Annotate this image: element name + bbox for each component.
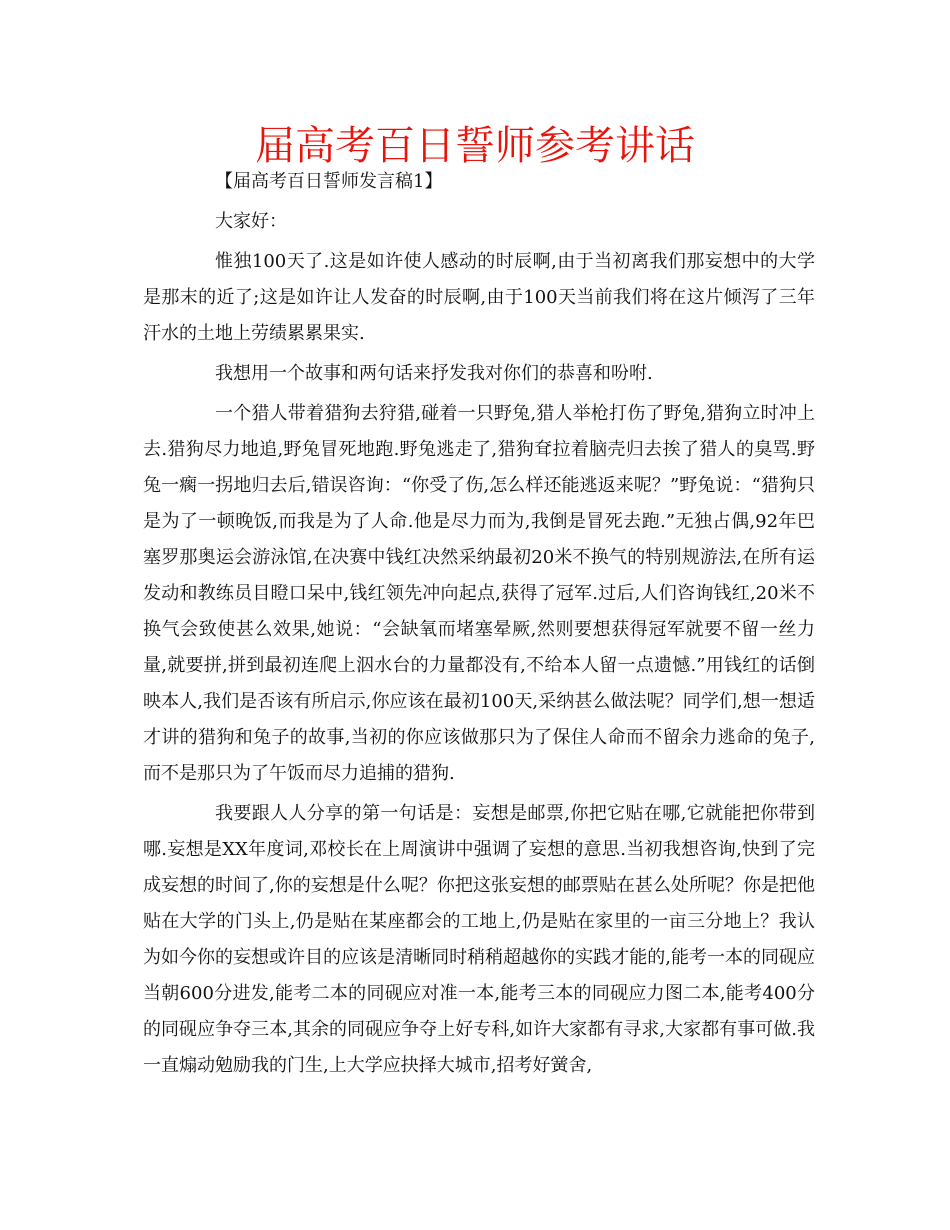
document-title: 届高考百日誓师参考讲话 bbox=[255, 123, 695, 169]
greeting-line: 大家好： bbox=[215, 211, 287, 232]
body-paragraph: 一个猎人带着猎狗去狩猎,碰着一只野兔,猎人举枪打伤了野兔,猎狗立时冲上去.猎狗尽力地追,野兔冒死地跑.野兔逃走了,猎狗耷拉着脑壳归去挨了猎人的臭骂.野兔一瘸一拐地归去后,错误咨询：“你受了伤,怎么样还能逃返来呢？”野兔说：“猎狗只是为了一顿晚饭,而我是为了人命.他是尽力而为,我倒是冒死去跑.”无独占偶,92年巴塞罗那奥运会游泳馆,在决赛中钱红决然采纳最初20米不换气的特别规游法,在所有运发动和教练员目瞪口呆中,钱红领先冲向起点,获得了冠军.过后,人们咨询钱红,20米不换气会致使甚么效果,她说：“会缺氧而堵塞晕厥,然则要想获得冠军就要不留一丝力量,就要拼,拼到最初连爬上泅水台的力量都没有,不给本人留一点遗憾.”用钱红的话倒映本人,我们是否该有所启示,你应该在最初100天,采纳甚么做法呢？同学们,想一想适才讲的猎狗和兔子的故事,当初的你应该做那只为了保住人命而不留余力逃命的兔子,而不是那只为了午饭而尽力追捕的猎狗. bbox=[143, 403, 815, 784]
body-paragraph: 惟独100天了.这是如许使人感动的时辰啊,由于当初离我们那妄想中的大学是那末的近了;这是如许让人发奋的时辰啊,由于100天当前我们将在这片倾泻了三年汗水的土地上劳绩累累果实. bbox=[143, 251, 815, 344]
body-paragraph: 我想用一个故事和两句话来抒发我对你们的恭喜和吩咐. bbox=[215, 363, 653, 384]
document-body bbox=[143, 164, 815, 1088]
body-paragraph: 我要跟人人分享的第一句话是：妄想是邮票,你把它贴在哪,它就能把你带到哪.妄想是XX年度词,邓校长在上周演讲中强调了妄想的意思.当初我想咨询,快到了完成妄想的时间了,你的妄想是什么呢？你把这张妄想的邮票贴在甚么处所呢？你是把他贴在大学的门头上,仍是贴在某座都会的工地上,仍是贴在家里的一亩三分地上？我认为如今你的妄想或许目的应该是清晰同时稍稍超越你的实践才能的,能考一本的同砚应当朝600分进发,能考二本的同砚应对准一本,能考三本的同砚应力图二本,能考400分的同砚应争夺三本,其余的同砚应争夺上好专科,如许大家都有寻求,大家都有事可做.我一直煽动勉励我的门生,上大学应抉择大城市,招考好黉舍, bbox=[143, 803, 815, 1076]
section-subheading: 【届高考百日誓师发言稿1】 bbox=[215, 171, 443, 192]
